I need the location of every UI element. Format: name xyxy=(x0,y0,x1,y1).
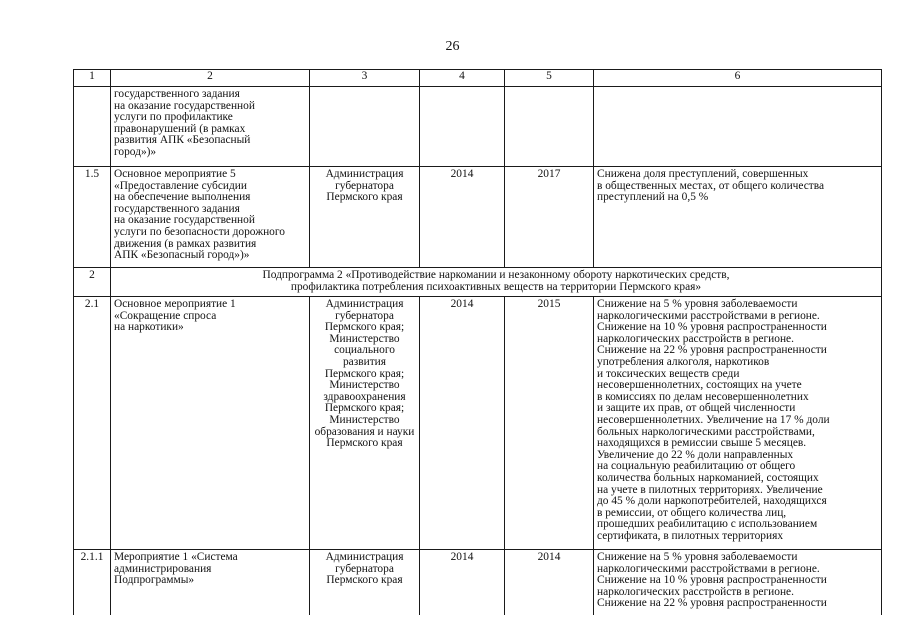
subprogram-title: Подпрограмма 2 «Противодействие наркомании и незаконному обороту наркотических средств, профилактика потребления психоактивных веществ на территории Пермского края» xyxy=(111,268,882,297)
row-number: 2.1 xyxy=(74,297,111,550)
activity-name: Мероприятие 1 «Система администрирования Подпрограммы» xyxy=(111,550,310,616)
executor: Администрация губернатора Пермского края; Министерство социального развития Пермского края; Министерство здравоохранения Пермского края; Министерство образования и науки Пермского края xyxy=(310,297,420,550)
start-year: 2014 xyxy=(420,167,505,268)
end-year: 2015 xyxy=(505,297,594,550)
end-year xyxy=(505,87,594,167)
table-row-subprogram-2 xyxy=(74,268,882,297)
header-col-4: 4 xyxy=(420,70,505,87)
row-number: 1.5 xyxy=(74,167,111,268)
row-number: 2.1.1 xyxy=(74,550,111,616)
activity-name: Основное мероприятие 5 «Предоставление субсидии на обеспечение выполнения государственного задания на оказание государственной услуги по безопасности дорожного движения (в рамках развития АПК «Безопасный город»)» xyxy=(111,167,310,268)
row-number xyxy=(74,87,111,167)
table-header-row xyxy=(74,70,882,87)
expected-result: Снижение на 5 % уровня заболеваемости наркологическими расстройствами в регионе. Снижение на 10 % уровня распространенности наркологических расстройств в регионе. Снижение на 22 % уровня распространенности xyxy=(594,550,882,616)
table-row-1-5 xyxy=(74,167,882,268)
start-year: 2014 xyxy=(420,550,505,616)
end-year: 2014 xyxy=(505,550,594,616)
start-year xyxy=(420,87,505,167)
program-activities-table xyxy=(73,69,882,615)
header-col-2: 2 xyxy=(111,70,310,87)
executor: Администрация губернатора Пермского края xyxy=(310,167,420,268)
expected-result xyxy=(594,87,882,167)
table-row-2-1-1 xyxy=(74,550,882,616)
executor: Администрация губернатора Пермского края xyxy=(310,550,420,616)
executor xyxy=(310,87,420,167)
table-row-2-1 xyxy=(74,297,882,550)
start-year: 2014 xyxy=(420,297,505,550)
header-col-3: 3 xyxy=(310,70,420,87)
expected-result: Снижение на 5 % уровня заболеваемости наркологическими расстройствами в регионе. Снижение на 10 % уровня распространенности наркологических расстройств в регионе. Снижение на 22 % уровня распространенности употребления алкоголя, наркотиков и токсических веществ среди несовершеннолетних, состоящих на учете в комиссиях по делам несовершеннолетних и защите их прав, от общей численности несовершеннолетних. Увеличение на 17 % доли больных наркологическими расстройствами, находящихся в ремиссии свыше 5 месяцев. Увеличение до 22 % доли направленных на социальную реабилитацию от общего количества больных наркоманией, состоящих на учете в пилотных территориях. Увеличение до 45 % доли наркопотребителей, находящихся в ремиссии, от общего количества лиц, прошедших реабилитацию с использованием сертификата, в пилотных территориях xyxy=(594,297,882,550)
header-col-6: 6 xyxy=(594,70,882,87)
activity-name: Основное мероприятие 1 «Сокращение спроса на наркотики» xyxy=(111,297,310,550)
header-col-5: 5 xyxy=(505,70,594,87)
expected-result: Снижена доля преступлений, совершенных в общественных местах, от общего количества преступлений на 0,5 % xyxy=(594,167,882,268)
header-col-1: 1 xyxy=(74,70,111,87)
activity-name: государственного задания на оказание государственной услуги по профилактике правонарушений (в рамках развития АПК «Безопасный город»)» xyxy=(111,87,310,167)
end-year: 2017 xyxy=(505,167,594,268)
table-row-continuation xyxy=(74,87,882,167)
row-number: 2 xyxy=(74,268,111,297)
page-number: 26 xyxy=(445,39,460,54)
